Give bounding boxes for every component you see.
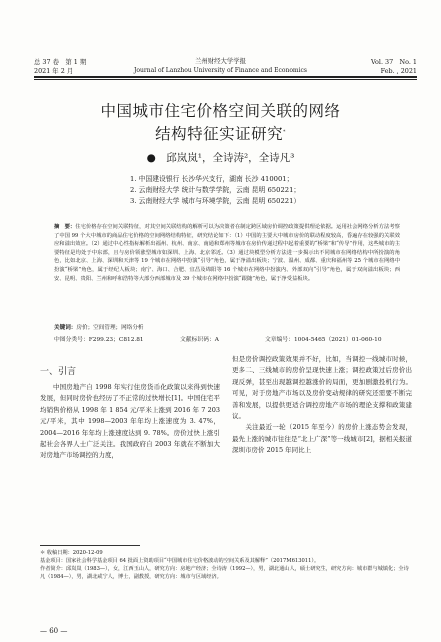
affiliation-1: 1. 中国建设银行 长沙华兴支行，湖南 长沙 410001； <box>130 175 294 183</box>
abstract <box>54 223 400 283</box>
footnote-funding: 基金项目：国家社会科学基金项目 64 批面上资助项目“中国城市住宅价格波动的空间关系及其解释”（2017M613011）。 <box>40 558 320 564</box>
author-bullet-icon: ● <box>146 152 167 164</box>
clc-number: 中图分类号：F299.23；C812.81 <box>54 337 144 343</box>
author-names: 邱岚岚¹，全诗涛²，全诗凡³ <box>166 152 295 164</box>
paper-title-line2-text: 结构特征实证研究 <box>155 125 284 144</box>
footnote-authors: 作者简介：邱岚岚（1983—），女，江西玉山人，研究方向：房地产经济；全诗涛（1992—），男，湖北通山人，硕士研究生，研究方向：城市群与城镇化；全诗凡（1984—），男，湖北咸宁人，博士，副教授，研究方向：城市与区域经济。 <box>40 566 409 580</box>
author-list <box>0 150 441 165</box>
footnotes <box>40 549 410 581</box>
header-rule <box>34 76 417 78</box>
section-heading-intro: 一、引言 <box>40 367 77 377</box>
title-footnote-mark: * <box>283 130 286 135</box>
body-column-right: 但是房价调控政策效果并不好，比如，当调控一线城市时候，更多二、三线城市的房价呈现快速上涨；调控政策过后房价出现反弹，甚至出现越调控越涨价的局面，更加剧激投机行为。可见，对于房地产市场以及房价变动规律的研究还需要不断完善和发展，以提供更适合调控房地产市场的理论支撑和政策建议。 关注最近一轮（2015 年至今）的房价上涨态势会发现，最先上涨的城市往往是“北上广深”等一线城市[2]，据相关报道深圳市房价 2015 年同比上 <box>232 355 412 455</box>
journal-volume-issue: 总 37 卷 第 1 期 <box>34 58 87 66</box>
keywords-label: 关键词： <box>54 325 77 331</box>
document-code: 文献标识码：A <box>180 337 219 343</box>
paper-title-line1: 中国城市住宅价格空间关联的网络 <box>100 102 341 120</box>
keywords <box>54 323 144 331</box>
affiliation-2: 2. 云南财经大学 统计与数学学院，云南 昆明 650221； <box>130 186 301 194</box>
journal-volume-en: Vol. 37 No. 1 <box>371 58 417 66</box>
journal-name-cn: 兰州财经大学学报 <box>194 57 247 65</box>
page-number: — 60 — <box>40 627 68 635</box>
header-rule-thin <box>34 79 417 80</box>
article-number: 文章编号：1004-5465（2021）01-060-10 <box>265 337 382 343</box>
abstract-text: 住宅价格存在空间关联特征，对其空间关联结构的解析可以为决策者在制定跨区域房价调控政策提供理论依据。运用社会网络分析方法考察了中国 99 个大中城市的商品住宅价格的空间网络结构特征，研究结论如下：（1）中国的主要大中城市房价的联动程度较高，昏遍存在较强的关联效应和溢出效应。（2）通过中心性指标解析出福州、杭州、南京、南通和郑州等城市在房价传递过程中起着重要的“桥梁”和“传导”作用，这些城市的主要特征是均处于中东部，且与房价领涨型城市如深圳、上海、北京邻近。（3）通过块模型分析方法进一步揭示出不同城市在网络结构中所扮演的角色，比如北京、上海、深圳和天津等 19 个城市在网络中扮演“引导”角色，属于净溢出板块；宁波、温州、成都、重庆和福州等 25 个城市在网络中扮演“桥梁”角色，属于经纪人板块；南宁、海口、合肥、宜昌及绵阳等 16 个城市在网络中扮演内、外部双向“引导”角色，属于双向溢出板块；西安、昆明、贵阳、兰州和呼和浩特等大部分西部城市及 39 个城市在网络中扮演“跟随”角色，属于净受益板块。 <box>54 224 400 282</box>
body-column-left: 中国房地产自 1998 年实行住房货币化政策以来得到快速发展，但同时房价也经历了不正常的过快增长[1]。中国住宅平均销售价格从 1998 年 1 854 元/平米上涨到 2016 年 7 203 元/平米，其中 1998—2003 年年均上涨速度为 3. 47%，2004—2016 年年均上涨速度达到 9. 78%。房价过快上涨引起社会各界人士广泛关注。我国政府自 2003 年就在不断加大对房地产市场调控的力度， <box>40 383 220 460</box>
keywords-text: 房价；空间管理；网络分析 <box>76 325 144 331</box>
footnote-rule <box>40 545 140 546</box>
journal-date-en: Feb. , 2021 <box>380 67 417 75</box>
abstract-label: 摘 要： <box>54 224 76 230</box>
footnote-received: ＊ 收稿日期：2020-12-09 <box>40 550 103 556</box>
journal-date: 2021 年 2 月 <box>34 67 74 75</box>
paper-title <box>0 100 441 145</box>
affiliation-3: 3. 云南财经大学 城市与环境学院，云南 昆明 650221） <box>130 197 301 205</box>
journal-name-en: Journal of Lanzhou University of Finance and Economics <box>134 67 307 74</box>
paper-title-line2 <box>0 122 441 145</box>
